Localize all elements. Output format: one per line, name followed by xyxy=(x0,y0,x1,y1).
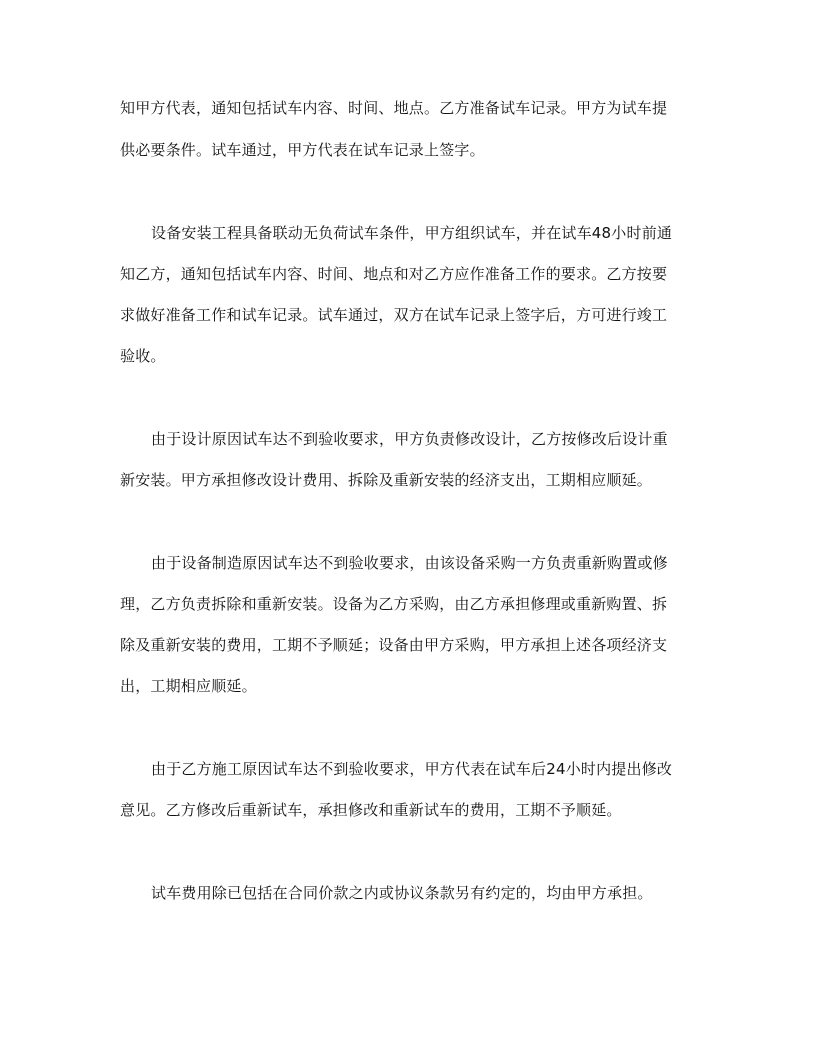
paragraph-3-line-2: 新安装。甲方承担修改设计费用、拆除及重新安装的经济支出，工期相应顺延。 xyxy=(120,471,653,489)
paragraph-5-line-2: 意见。乙方修改后重新试车，承担修改和重新试车的费用，工期不予顺延。 xyxy=(120,801,622,819)
paragraph-2-line-1: 设备安装工程具备联动无负荷试车条件，甲方组织试车，并在试车48小时前通 xyxy=(151,224,673,242)
paragraph-2-line-4: 验收。 xyxy=(120,347,166,365)
paragraph-6-line-1: 试车费用除已包括在合同价款之内或协议条款另有约定的，均由甲方承担。 xyxy=(151,884,653,902)
paragraph-3-line-1: 由于设计原因试车达不到验收要求，甲方负责修改设计，乙方按修改后设计重 xyxy=(151,430,668,448)
paragraph-4-line-4: 出，工期相应顺延。 xyxy=(120,677,257,695)
paragraph-4-line-2: 理，乙方负责拆除和重新安装。设备为乙方采购，由乙方承担修理或重新购置、拆 xyxy=(120,595,668,613)
paragraph-2-line-2: 知乙方，通知包括试车内容、时间、地点和对乙方应作准备工作的要求。乙方按要 xyxy=(120,265,668,283)
paragraph-4-line-1: 由于设备制造原因试车达不到验收要求，由该设备采购一方负责重新购置或修 xyxy=(151,554,668,572)
paragraph-2-line-3: 求做好准备工作和试车记录。试车通过，双方在试车记录上签字后，方可进行竣工 xyxy=(120,306,668,324)
paragraph-5-line-1: 由于乙方施工原因试车达不到验收要求，甲方代表在试车后24小时内提出修改 xyxy=(151,760,673,778)
paragraph-1-line-1: 知甲方代表，通知包括试车内容、时间、地点。乙方准备试车记录。甲方为试车提 xyxy=(120,99,668,117)
paragraph-1-line-2: 供必要条件。试车通过，甲方代表在试车记录上签字。 xyxy=(120,141,485,159)
paragraph-4-line-3: 除及重新安装的费用，工期不予顺延；设备由甲方采购，甲方承担上述各项经济支 xyxy=(120,636,668,654)
